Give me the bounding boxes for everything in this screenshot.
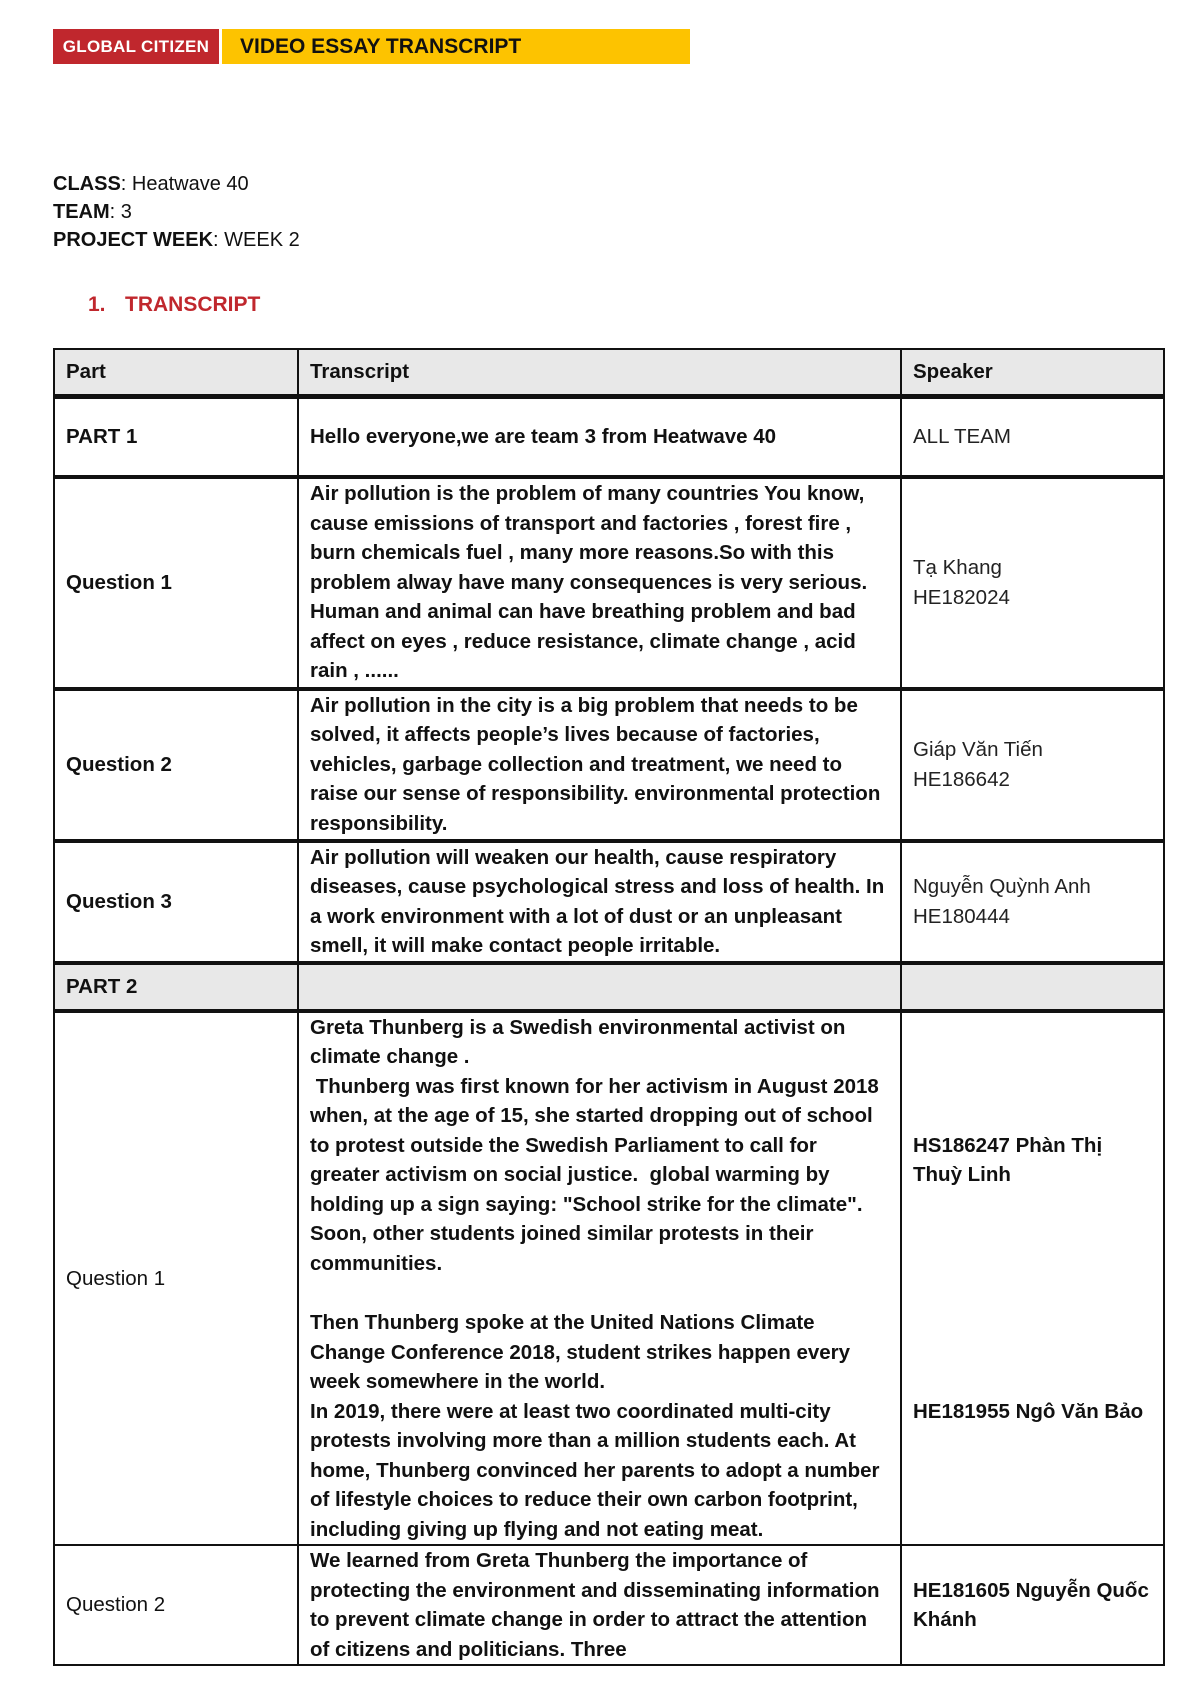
part-cell: PART 2: [54, 963, 298, 1011]
part-cell: Question 3: [54, 841, 298, 963]
speaker-name: Nguyễn Quỳnh Anh: [913, 875, 1091, 898]
transcript-paragraph: In 2019, there were at least two coordinated multi-city protests involving more than a million students each. At home, Thunberg convinced her parents to adopt a number of lifestyle choices to reduce their own carbon footprint, including giving up flying and not eating meat.: [310, 1399, 880, 1541]
table-row: [54, 1545, 1164, 1665]
table-header-row: [54, 349, 1164, 397]
speaker-cell: [901, 689, 1164, 841]
paragraph-gap: [310, 1278, 889, 1308]
speaker-gap: [913, 1190, 1152, 1397]
speaker-name: HE181955 Ngô Văn Bảo: [913, 1399, 1144, 1423]
speaker-cell-empty: [901, 963, 1164, 1011]
table-row: [54, 841, 1164, 963]
section-title: TRANSCRIPT: [125, 293, 261, 316]
table-row: [54, 689, 1164, 841]
speaker-name: HS186247 Phàn Thị Thuỳ Linh: [913, 1133, 1103, 1186]
speaker-name: Giáp Văn Tiến: [913, 738, 1043, 761]
week-value: WEEK 2: [224, 229, 300, 251]
header-transcript: Transcript: [298, 349, 901, 397]
part-cell: Question 2: [54, 1545, 298, 1665]
header-document-title: VIDEO ESSAY TRANSCRIPT: [222, 29, 690, 64]
section-number: 1.: [88, 293, 106, 316]
week-key: PROJECT WEEK: [53, 229, 214, 251]
class-line: CLASS: Heatwave 40: [53, 173, 249, 195]
speaker-cell: HE181605 Nguyễn Quốc Khánh: [901, 1545, 1164, 1665]
transcript-cell: Air pollution is the problem of many countries You know, cause emissions of transport and factories , forest fire , burn chemicals fuel , many more reasons.So with this problem alway have many consequences is very serious. Human and animal can have breathing problem and bad affect on eyes , reduce resistance, climate change , acid rain , ......: [298, 477, 901, 689]
header-brand-label: GLOBAL CITIZEN: [53, 29, 219, 64]
class-value: Heatwave 40: [131, 173, 249, 195]
part-cell: PART 1: [54, 397, 298, 477]
speaker-id: HE186642: [913, 767, 1010, 791]
speaker-cell: [901, 477, 1164, 689]
transcript-table: [53, 348, 1165, 1666]
team-line: TEAM: 3: [53, 201, 132, 223]
part-cell: Question 1: [54, 477, 298, 689]
class-key: CLASS: [53, 173, 121, 195]
transcript-cell: Hello everyone,we are team 3 from Heatwave 40: [298, 397, 901, 477]
speaker-name: Tạ Khang: [913, 556, 1002, 579]
transcript-paragraph: Then Thunberg spoke at the United Nations Climate Change Conference 2018, student strikes happen every week somewhere in the world.: [310, 1311, 851, 1393]
transcript-cell-empty: [298, 963, 901, 1011]
team-key: TEAM: [53, 201, 110, 223]
project-meta: [53, 170, 300, 254]
speaker-cell: [901, 841, 1164, 963]
table-row: [54, 1011, 1164, 1546]
table-row: [54, 477, 1164, 689]
transcript-cell: Air pollution will weaken our health, cause respiratory diseases, cause psychological stress and loss of health. In a work environment with a lot of dust or an unpleasant smell, it will make contact people irritable.: [298, 841, 901, 963]
speaker-id: HE180444: [913, 904, 1010, 928]
speaker-cell: ALL TEAM: [901, 397, 1164, 477]
document-header: [53, 29, 690, 64]
transcript-cell: We learned from Greta Thunberg the importance of protecting the environment and disseminating information to prevent climate change in order to attract the attention of citizens and politicians. Three: [298, 1545, 901, 1665]
header-part: Part: [54, 349, 298, 397]
transcript-cell: Air pollution in the city is a big problem that needs to be solved, it affects people’s lives because of factories, vehicles, garbage collection and treatment, we need to raise our sense of responsibility. environmental protection responsibility.: [298, 689, 901, 841]
part-cell: Question 1: [54, 1011, 298, 1546]
speaker-cell: [901, 1011, 1164, 1546]
speaker-id: HE182024: [913, 585, 1010, 609]
transcript-paragraph: Thunberg was first known for her activism in August 2018 when, at the age of 15, she started dropping out of school to protest outside the Swedish Parliament to call for greater activism on social justice. global warming by holding up a sign saying: "School strike for the climate". Soon, other students joined similar protests in their communities.: [310, 1074, 885, 1275]
team-value: 3: [120, 201, 132, 223]
header-speaker: Speaker: [901, 349, 1164, 397]
transcript-paragraph: Greta Thunberg is a Swedish environmental activist on climate change .: [310, 1015, 846, 1068]
part-cell: Question 2: [54, 689, 298, 841]
transcript-cell: [298, 1011, 901, 1546]
table-row-part2: [54, 963, 1164, 1011]
section-heading: [88, 293, 260, 317]
table-row: [54, 397, 1164, 477]
week-line: PROJECT WEEK: WEEK 2: [53, 229, 300, 251]
